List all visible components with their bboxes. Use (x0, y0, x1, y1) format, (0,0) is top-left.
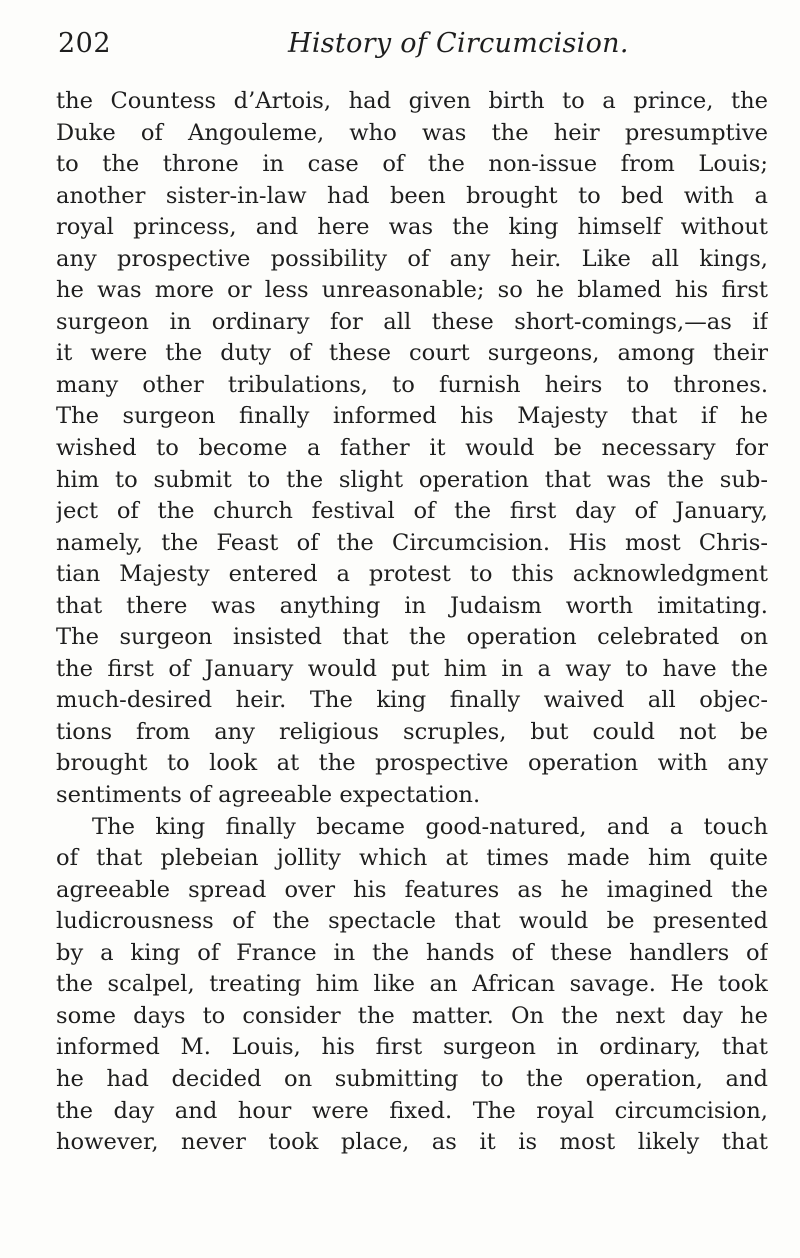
text-line: The surgeon finally informed his Majesty that if he (56, 403, 768, 430)
text-line: royal princess, and here was the king himself without (56, 214, 768, 241)
text-line: The king finally became good-natured, and a touch (92, 813, 768, 840)
text-line: Duke of Angouleme, who was the heir presumptive (56, 119, 768, 146)
text-line: ludicrousness of the spectacle that would be presented (56, 908, 768, 935)
text-line: he had decided on submitting to the operation, and (56, 1065, 768, 1092)
text-line: it were the duty of these court surgeons, among their (56, 340, 768, 367)
text-line: agreeable spread over his features as he imagined the (56, 876, 768, 903)
text-line: that there was anything in Judaism worth imitating. (56, 592, 768, 619)
text-line: much-desired heir. The king finally waived all objec- (56, 687, 768, 714)
text-line: of that plebeian jollity which at times made him quite (56, 845, 768, 872)
text-line: namely, the Feast of the Circumcision. His most Chris- (56, 529, 768, 556)
text-line: he was more or less unreasonable; so he blamed his first (56, 277, 768, 304)
text-line: any prospective possibility of any heir. Like all kings, (56, 245, 768, 272)
text-line: surgeon in ordinary for all these short-comings,—as if (56, 308, 768, 335)
text-line: however, never took place, as it is most likely that (56, 1129, 768, 1156)
text-line: sentiments of agreeable expectation. (56, 782, 481, 809)
text-line: tian Majesty entered a protest to this acknowledgment (56, 561, 768, 588)
text-line: to the throne in case of the non-issue from Louis; (56, 151, 768, 178)
running-title: History of Circumcision. (288, 28, 629, 59)
running-header (58, 28, 758, 72)
text-line: the first of January would put him in a way to have the (56, 655, 768, 682)
text-line: ject of the church festival of the first day of January, (56, 498, 768, 525)
text-line: some days to consider the matter. On the next day he (56, 1002, 768, 1029)
text-line: brought to look at the prospective operation with any (56, 750, 768, 777)
text-line: him to submit to the slight operation that was the sub- (56, 466, 768, 493)
text-line: many other tribulations, to furnish heirs to thrones. (56, 371, 768, 398)
text-line: tions from any religious scruples, but could not be (56, 718, 768, 745)
text-line: The surgeon insisted that the operation celebrated on (56, 624, 768, 651)
body-text (56, 86, 768, 1159)
text-line: the scalpel, treating him like an African savage. He took (56, 971, 768, 998)
page-number: 202 (58, 28, 112, 59)
text-line: wished to become a father it would be necessary for (56, 435, 768, 462)
text-line: by a king of France in the hands of these handlers of (56, 939, 768, 966)
text-line: informed M. Louis, his first surgeon in ordinary, that (56, 1034, 768, 1061)
text-line: the Countess d’Artois, had given birth to a prince, the (56, 88, 768, 114)
text-line: the day and hour were fixed. The royal circumcision, (56, 1097, 768, 1124)
text-line: another sister-in-law had been brought to bed with a (56, 182, 768, 209)
